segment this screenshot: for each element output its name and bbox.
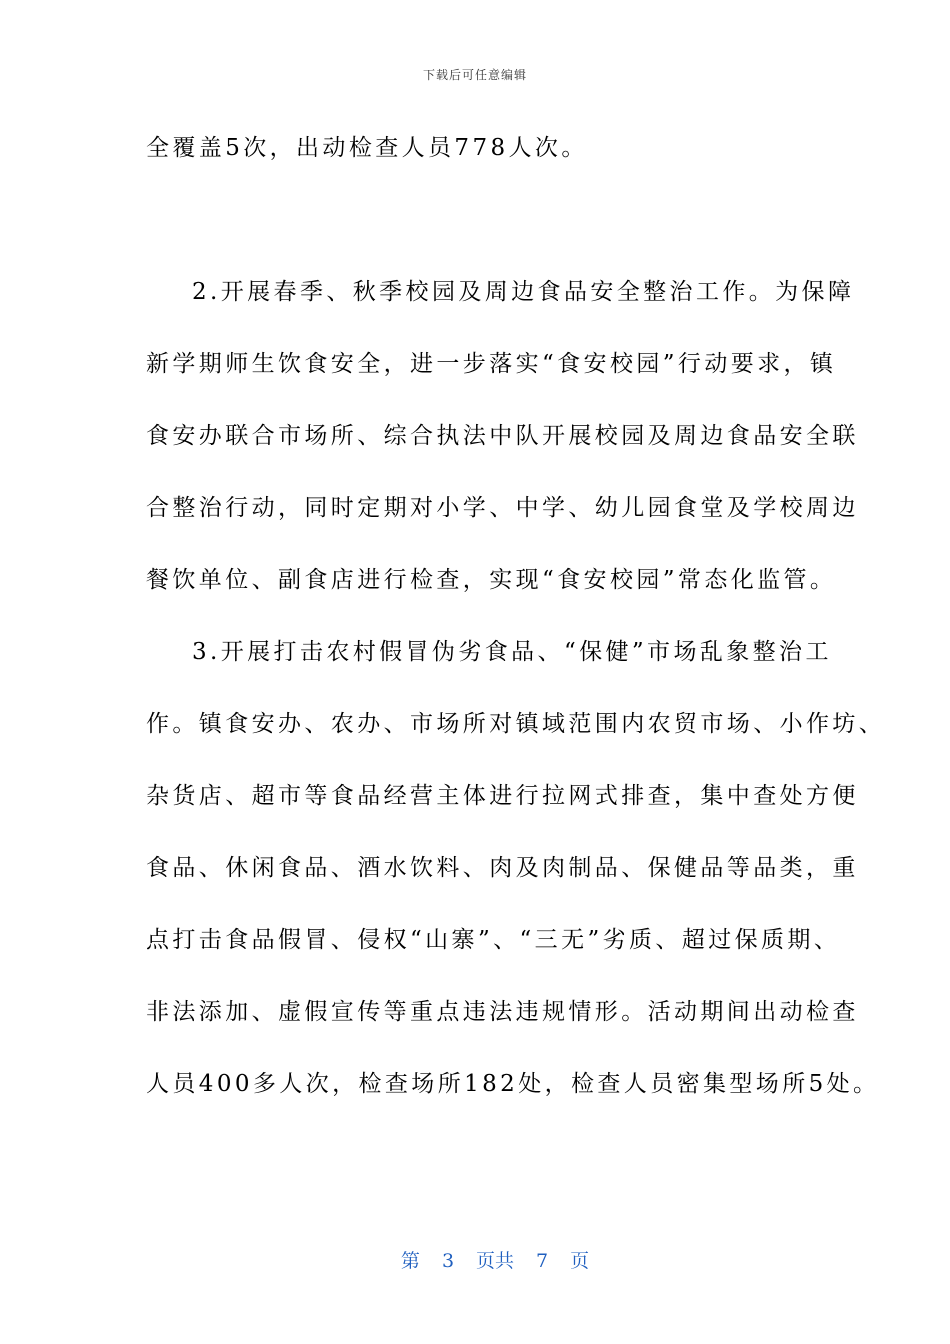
paragraph-line: 2.开展春季、秋季校园及周边食品安全整治工作。为保障 — [192, 279, 855, 305]
footer-prefix: 第 — [400, 1250, 420, 1272]
paragraph-spacer — [146, 184, 816, 256]
paragraph-line: 杂货店、超市等食品经营主体进行拉网式排查，集中查处方便 — [146, 783, 859, 809]
paragraph-line: 3.开展打击农村假冒伪劣食品、“保健”市场乱象整治工 — [192, 639, 832, 665]
document-body — [146, 112, 886, 1120]
paragraph-line: 合整治行动，同时定期对小学、中学、幼儿园食堂及学校周边 — [146, 495, 859, 521]
footer-middle: 页共 — [476, 1250, 515, 1272]
paragraph-line: 食安办联合市场所、综合执法中队开展校园及周边食品安全联 — [146, 423, 859, 449]
paragraph-line: 新学期师生饮食安全，进一步落实“食安校园”行动要求，镇 — [146, 351, 837, 377]
paragraph-line: 全覆盖5次，出动检查人员778人次。 — [146, 135, 588, 161]
footer-suffix: 页 — [570, 1250, 590, 1272]
current-page-number: 3 — [441, 1250, 455, 1272]
page-footer — [0, 1224, 950, 1273]
paragraph-line: 食品、休闲食品、酒水饮料、肉及肉制品、保健品等品类，重 — [146, 855, 859, 881]
paragraph-line: 人员400多人次，检查场所182处，检查人员密集型场所5处。 — [146, 1071, 880, 1097]
paragraph-line: 餐饮单位、副食店进行检查，实现“食安校园”常态化监管。 — [146, 567, 837, 593]
paragraph-line: 非法添加、虚假宣传等重点违法违规情形。活动期间出动检查 — [146, 999, 859, 1025]
paragraph-line: 点打击食品假冒、侵权“山寨”、“三无”劣质、超过保质期、 — [146, 927, 841, 953]
paragraph-line: 作。镇食安办、农办、市场所对镇域范围内农贸市场、小作坊、 — [146, 711, 886, 737]
total-page-number: 7 — [536, 1250, 549, 1272]
header-note: 下载后可任意编辑 — [422, 68, 527, 82]
